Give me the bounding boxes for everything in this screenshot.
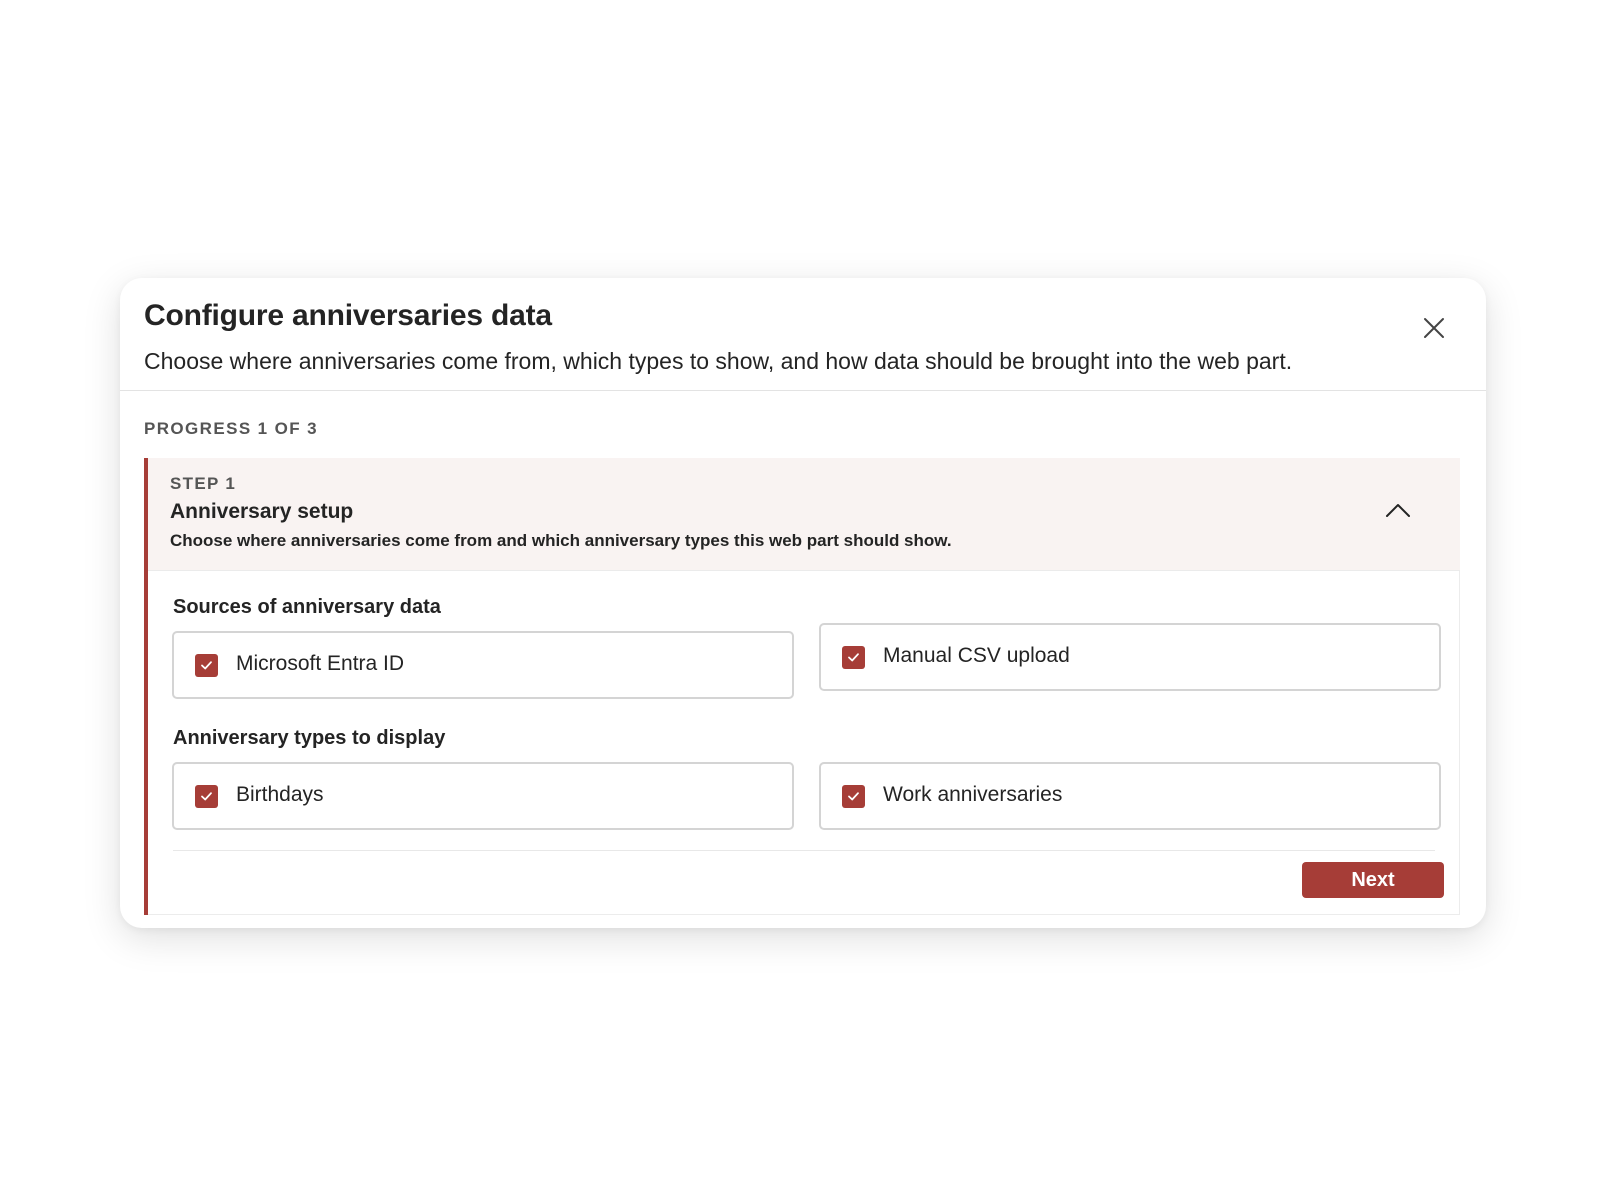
checkmark-icon	[199, 658, 214, 673]
checkmark-icon	[846, 650, 861, 665]
dialog-title: Configure anniversaries data	[144, 299, 552, 332]
step-kicker: STEP 1	[170, 474, 237, 493]
progress-label: PROGRESS 1 OF 3	[144, 419, 319, 438]
next-button[interactable]: Next	[1302, 862, 1444, 898]
close-button[interactable]	[1418, 312, 1450, 344]
footer-divider	[173, 850, 1435, 851]
checkbox-microsoft-entra-id[interactable]	[195, 654, 218, 677]
checkbox-manual-csv-upload[interactable]	[842, 646, 865, 669]
dialog-header	[120, 278, 1486, 391]
chevron-up-icon	[1383, 496, 1413, 526]
step-title: Anniversary setup	[170, 500, 354, 523]
option-label: Microsoft Entra ID	[236, 652, 405, 675]
checkbox-birthdays[interactable]	[195, 785, 218, 808]
option-label: Work anniversaries	[883, 783, 1063, 806]
step-description: Choose where anniversaries come from and which anniversary types this web part should show.	[170, 531, 952, 550]
checkmark-icon	[846, 789, 861, 804]
sources-label: Sources of anniversary data	[173, 596, 441, 618]
option-label: Manual CSV upload	[883, 644, 1070, 667]
dialog-subtitle: Choose where anniversaries come from, which types to show, and how data should be brought into the web part.	[144, 348, 1293, 374]
close-icon	[1418, 312, 1450, 344]
step-header[interactable]	[148, 458, 1460, 571]
types-label: Anniversary types to display	[173, 727, 446, 749]
step-card	[144, 458, 1460, 915]
checkbox-work-anniversaries[interactable]	[842, 785, 865, 808]
option-birthdays[interactable]	[172, 762, 794, 830]
option-manual-csv-upload[interactable]	[819, 623, 1441, 691]
collapse-step-button[interactable]	[1383, 496, 1413, 526]
option-microsoft-entra-id[interactable]	[172, 631, 794, 699]
option-work-anniversaries[interactable]	[819, 762, 1441, 830]
option-label: Birthdays	[236, 783, 324, 806]
checkmark-icon	[199, 789, 214, 804]
configure-anniversaries-dialog	[120, 278, 1486, 928]
